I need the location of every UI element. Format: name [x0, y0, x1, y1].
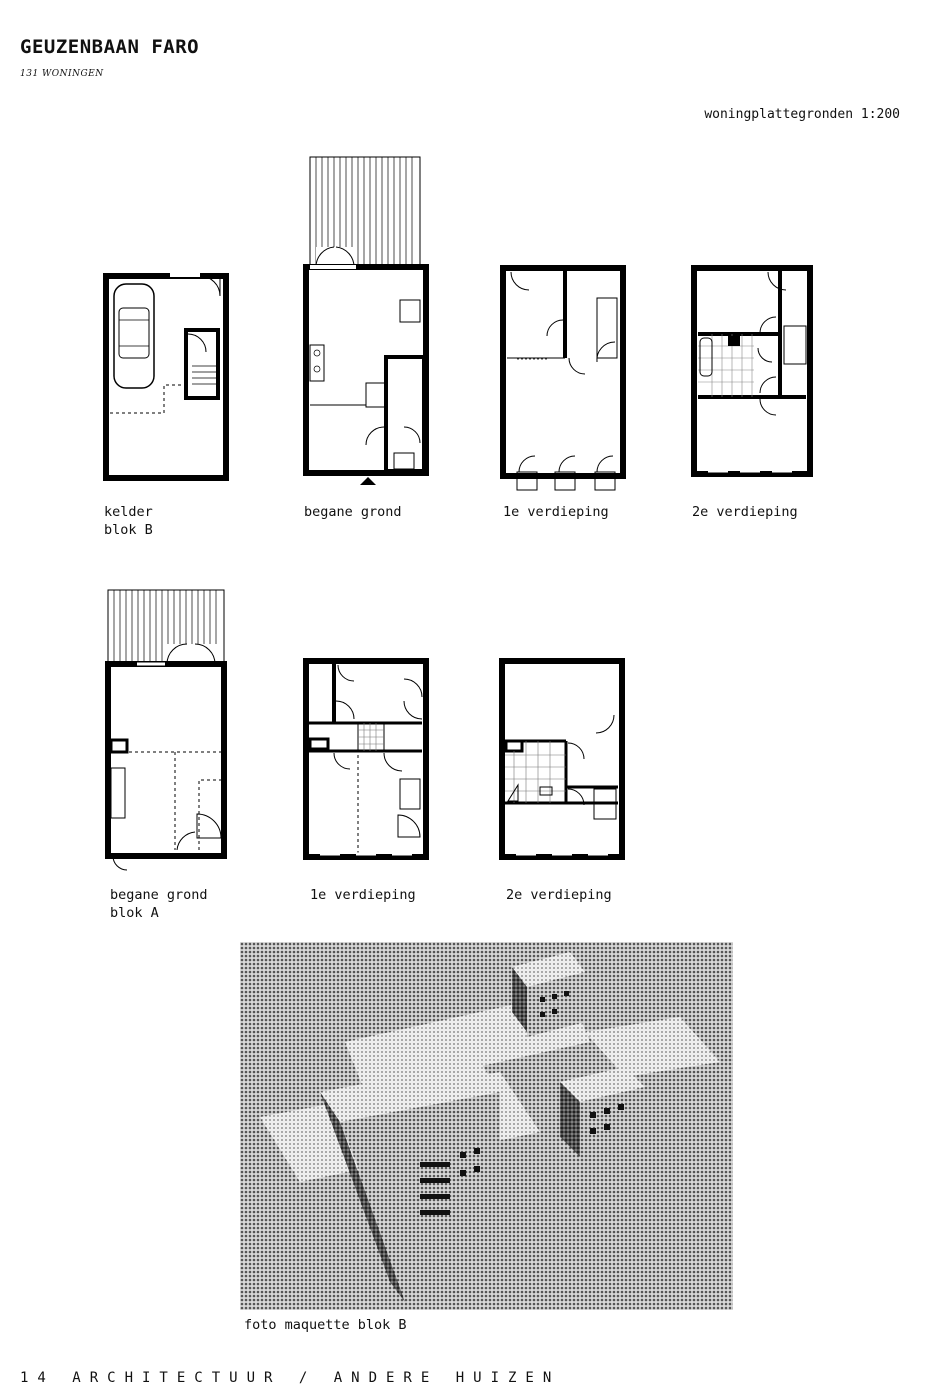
plan-label-1e-verdieping-a: [310, 886, 416, 904]
plan-label-2e-verdieping-b: [692, 503, 798, 521]
plan-label-begane-grond-b: [304, 503, 402, 521]
plan-label-line1: begane grond: [304, 504, 402, 520]
plan-label-begane-grond-a: [110, 886, 208, 922]
plan-label-line1: 2e verdieping: [692, 504, 798, 520]
scale-label: woningplattegronden 1:200: [704, 107, 900, 122]
page-title: GEUZENBAAN FARO: [20, 36, 200, 58]
floorplan-begane-grond-blok-a: [101, 588, 233, 873]
plan-label-line1: 1e verdieping: [310, 887, 416, 903]
floorplan-1e-verdieping-blok-a: [300, 655, 432, 865]
floorplan-1e-verdieping-blok-b: [497, 262, 629, 492]
page-subtitle: 131 WONINGEN: [20, 69, 104, 79]
floorplan-kelder-blok-b: [100, 270, 232, 484]
maquette-photo: [240, 942, 733, 1310]
floorplan-2e-verdieping-blok-a: [496, 655, 628, 865]
plan-label-kelder: [104, 503, 153, 539]
plan-label-line1: 1e verdieping: [503, 504, 609, 520]
floorplan-begane-grond-blok-b: [300, 155, 432, 485]
plan-label-line1: kelder: [104, 504, 153, 520]
photo-caption: foto maquette blok B: [244, 1317, 407, 1333]
plan-label-line2: blok A: [110, 905, 159, 921]
plan-label-line1: begane grond: [110, 887, 208, 903]
floorplan-2e-verdieping-blok-b: [688, 262, 820, 482]
page-footer: 14 ARCHITECTUUR / ANDERE HUIZEN: [20, 1370, 561, 1386]
plan-label-2e-verdieping-a: [506, 886, 612, 904]
plan-label-1e-verdieping-b: [503, 503, 609, 521]
plan-label-line2: blok B: [104, 522, 153, 538]
plan-label-line1: 2e verdieping: [506, 887, 612, 903]
